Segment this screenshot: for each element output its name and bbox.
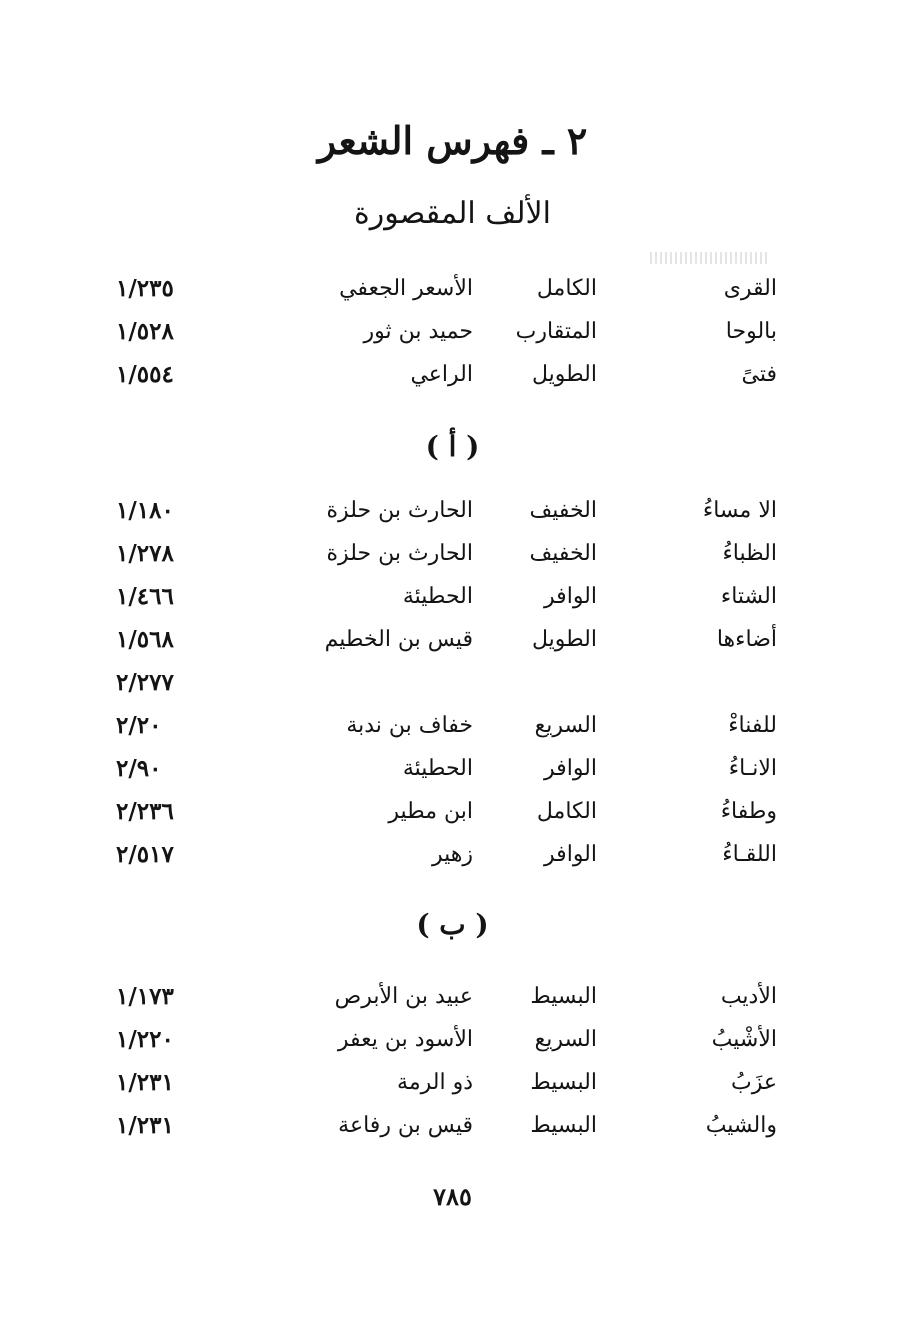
page-ref: ٢/٥١٧ bbox=[116, 841, 174, 868]
meter: الطويل bbox=[531, 362, 597, 387]
table-row bbox=[0, 750, 905, 788]
meter: الوافر bbox=[544, 584, 597, 609]
meter: البسيط bbox=[530, 984, 597, 1009]
table-row bbox=[0, 492, 905, 530]
rhyme-word: وطفاءُ bbox=[720, 799, 777, 824]
letter-header: ( أ ) bbox=[425, 430, 480, 463]
poet: الحارث بن حلزة bbox=[326, 541, 473, 566]
poet: حميد بن ثور bbox=[363, 319, 473, 344]
meter: الكامل bbox=[536, 799, 597, 824]
rhyme-word: فتىً bbox=[741, 362, 777, 387]
page-ref: ١/١٨٠ bbox=[116, 497, 174, 524]
rhyme-word: الظباءُ bbox=[722, 541, 777, 566]
rhyme-word: والشيبُ bbox=[705, 1113, 777, 1138]
table-row bbox=[0, 578, 905, 616]
letter-header: ( ب ) bbox=[416, 908, 489, 941]
poet: ابن مطير bbox=[388, 799, 473, 824]
table-row bbox=[0, 535, 905, 573]
page-ref: ١/٢٢٠ bbox=[116, 1026, 174, 1053]
poet: الراعي bbox=[410, 362, 473, 387]
page-number: ٧٨٥ bbox=[433, 1182, 472, 1211]
page-ref: ١/٢٣١ bbox=[116, 1112, 174, 1139]
rhyme-word: للفناءْ bbox=[728, 713, 777, 738]
poet: الأسعر الجعفي bbox=[339, 276, 473, 301]
table-row bbox=[0, 313, 905, 351]
table-row bbox=[0, 1107, 905, 1145]
table-row bbox=[0, 1064, 905, 1102]
rhyme-word: أضاءها bbox=[716, 627, 777, 652]
poet: الحارث بن حلزة bbox=[326, 498, 473, 523]
meter: الكامل bbox=[536, 276, 597, 301]
rhyme-word: الأشْيبُ bbox=[711, 1027, 777, 1052]
print-smudge bbox=[650, 252, 770, 264]
rhyme-word: بالوحا bbox=[725, 319, 777, 344]
rhyme-word: الانـاءُ bbox=[728, 756, 777, 781]
poet: قيس بن رفاعة bbox=[338, 1113, 473, 1138]
table-row bbox=[0, 270, 905, 308]
table-row bbox=[0, 356, 905, 394]
page-ref: ١/٥٢٨ bbox=[116, 318, 174, 345]
rhyme-word: الأديب bbox=[720, 984, 777, 1009]
page-ref: ١/٥٦٨ bbox=[116, 626, 174, 653]
page-title: ٢ ـ فهرس الشعر bbox=[317, 118, 588, 163]
meter: الوافر bbox=[544, 756, 597, 781]
table-row bbox=[0, 1021, 905, 1059]
poet: الحطيئة bbox=[402, 584, 473, 609]
page-ref: ٢/٩٠ bbox=[116, 755, 162, 782]
page-ref: ١/٥٥٤ bbox=[116, 361, 174, 388]
poet: الأسود بن يعفر bbox=[337, 1027, 473, 1052]
meter: الطويل bbox=[531, 627, 597, 652]
rhyme-word: اللقـاءُ bbox=[722, 842, 777, 867]
meter: السريع bbox=[534, 1027, 597, 1052]
table-row bbox=[0, 978, 905, 1016]
page-ref: ١/٢٣١ bbox=[116, 1069, 174, 1096]
table-row bbox=[0, 707, 905, 745]
page-ref: ١/٤٦٦ bbox=[116, 583, 174, 610]
page-ref: ١/١٧٣ bbox=[116, 983, 174, 1010]
page-ref: ١/٢٧٨ bbox=[116, 540, 174, 567]
meter: الخفيف bbox=[529, 541, 597, 566]
meter: الوافر bbox=[544, 842, 597, 867]
table-row bbox=[0, 621, 905, 659]
table-row bbox=[0, 664, 905, 702]
page-ref: ٢/٢٣٦ bbox=[116, 798, 174, 825]
rhyme-word: الشتاء bbox=[720, 584, 777, 609]
rhyme-word: عزَبُ bbox=[731, 1070, 777, 1095]
meter: السريع bbox=[534, 713, 597, 738]
meter: المتقارب bbox=[515, 319, 597, 344]
meter: البسيط bbox=[530, 1113, 597, 1138]
poet: عبيد بن الأبرص bbox=[334, 984, 473, 1009]
rhyme-word: الا مساءُ bbox=[702, 498, 777, 523]
table-row bbox=[0, 793, 905, 831]
poet: ذو الرمة bbox=[397, 1070, 473, 1095]
meter: البسيط bbox=[530, 1070, 597, 1095]
poet: خفاف بن ندبة bbox=[346, 713, 473, 738]
page-ref: ١/٢٣٥ bbox=[116, 275, 174, 302]
poet: زهير bbox=[431, 842, 473, 867]
poet: قيس بن الخطيم bbox=[324, 627, 473, 652]
meter: الخفيف bbox=[529, 498, 597, 523]
page-ref: ٢/٢٠ bbox=[116, 712, 162, 739]
section-subtitle: الألف المقصورة bbox=[354, 196, 551, 231]
rhyme-word: القرى bbox=[723, 276, 777, 301]
poet: الحطيئة bbox=[402, 756, 473, 781]
table-row bbox=[0, 836, 905, 874]
page-ref: ٢/٢٧٧ bbox=[116, 669, 174, 696]
